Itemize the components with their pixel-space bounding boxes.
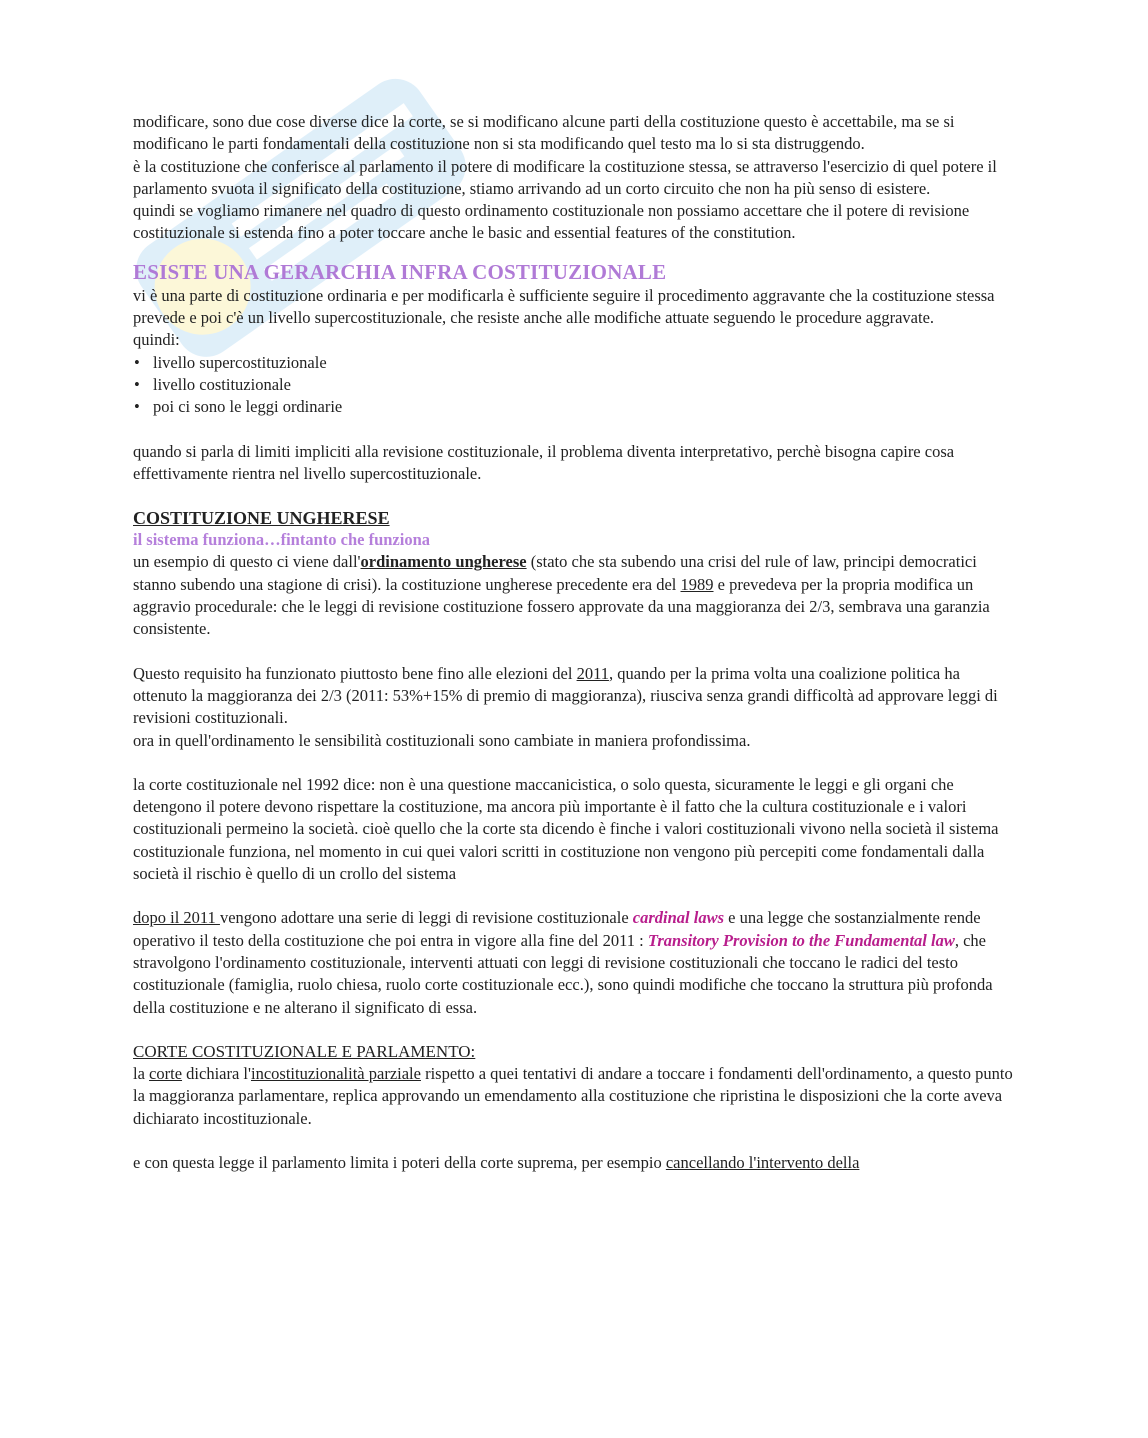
text-run-underline: 2011 <box>576 663 609 683</box>
text-run: e una legge che sostanzialmente rende operativo il testo della costituzione che poi entra in vigore alla fine del 2011 : <box>133 908 981 950</box>
paragraph <box>133 551 1018 640</box>
paragraph <box>133 663 1018 730</box>
text-run-underline: cancellando l'intervento della <box>665 1152 860 1172</box>
text-run: Questo requisito ha funzionato piuttosto bene fino alle elezioni del <box>133 663 577 683</box>
text-run: dichiara l' <box>182 1064 251 1084</box>
section-heading-ungherese: COSTITUZIONE UNGHERESE <box>133 508 390 529</box>
paragraph <box>133 907 1018 1018</box>
text-run: rispetto a quei tentativi di andare a toccare i fondamenti dell'ordinamento, a questo punto la maggioranza parlamentare, replica approvando un emendamento alla costituzione che ripristina le disposizioni che la corte aveva dichiarato incostituzionale. <box>133 1064 1013 1128</box>
paragraph: quindi: <box>133 330 180 350</box>
list-item: • livello supercostituzionale <box>133 352 1018 374</box>
text-run-underline: incostituzionalità parziale <box>250 1064 421 1084</box>
text-run-bold-underline: ordinamento ungherese <box>360 552 527 572</box>
paragraph <box>133 1063 1018 1130</box>
text-run: , che stravolgono l'ordinamento costituzionale, interventi attuati con leggi di revisione costituzionali che toccano le radici del testo costituzionale (famiglia, ruolo chiesa, ruolo corte costituzionale ecc.), sono quindi modifiche che toccano la struttura più profonda della costituzione e ne alterano il significato di essa. <box>133 930 993 1017</box>
text-run-underline: corte <box>149 1064 183 1084</box>
section-heading-corte: CORTE COSTITUZIONALE E PARLAMENTO: <box>133 1041 476 1061</box>
page-content <box>133 111 1018 1174</box>
text-run: e prevedeva per la propria modifica un aggravio procedurale: che le leggi di revisione costituzione fossero approvate da una maggioranza dei 2/3, sembrava una garanzia consistente. <box>133 574 990 639</box>
paragraph: modificare, sono due cose diverse dice la corte, se si modificano alcune parti della costituzione questo è accettabile, ma se si modificano le parti fondamentali della costituzione non si sta modificando quel testo ma lo si sta distruggendo. <box>133 112 955 154</box>
text-run-underline: 1989 <box>680 574 714 594</box>
text-run-emphasis: Transitory Provision to the Fundamental law <box>647 930 955 950</box>
text-run: , quando per la prima volta una coalizione politica ha ottenuto la maggioranza dei 2/3 (2011: 53%+15% di premio di maggioranza), riusciva senza grandi difficoltà ad approvare leggi di revisioni costituzionali. <box>133 663 998 728</box>
paragraph: la corte costituzionale nel 1992 dice: non è una questione maccanicistica, o solo questa, sicuramente le leggi e gli organi che detengono il potere devono rispettare la costituzione, ma ancora più importante è il fatto che la cultura costituzionale e i valori costituzionali permeino la società. cioè quello che la corte sta dicendo è finche i valori costituzionali vivono nella società il sistema costituzionale funziona, nel momento in cui quei valori scritti in costituzione non vengono più percepiti come fondamentali dalla società il rischio è quello di un crollo del sistema <box>133 774 999 884</box>
paragraph: quindi se vogliamo rimanere nel quadro di questo ordinamento costituzionale non possiamo accettare che il potere di revisione costituzionale si estenda fino a poter toccare anche le basic and essential features of the constitution. <box>133 201 970 243</box>
bullet-list <box>133 352 1018 419</box>
subheading-sistema: il sistema funziona…fintanto che funziona <box>133 530 431 550</box>
paragraph: vi è una parte di costituzione ordinaria e per modificarla è sufficiente seguire il procedimento aggravante che la costituzione stessa prevede e poi c'è un livello supercostituzionale, che resiste anche alle modifiche attuate seguendo le procedure aggravate. <box>133 285 995 328</box>
list-item: • poi ci sono le leggi ordinarie <box>133 396 1018 418</box>
text-run: la <box>133 1064 150 1084</box>
text-run: un esempio di questo ci viene dall' <box>133 552 361 572</box>
text-run: (stato che sta subendo una crisi del rule of law, principi democratici stanno subendo una stagione di crisi). la costituzione ungherese precedente era del <box>133 552 977 594</box>
section-heading-gerarchia: ESISTE UNA GERARCHIA INFRA COSTITUZIONALE <box>133 259 667 284</box>
text-run: e con questa legge il parlamento limita i poteri della corte suprema, per esempio <box>133 1152 666 1172</box>
text-run: vengono adottare una serie di leggi di revisione costituzionale <box>219 908 633 928</box>
paragraph <box>133 1152 1018 1174</box>
paragraph: è la costituzione che conferisce al parlamento il potere di modificare la costituzione stessa, se attraverso l'esercizio di quel potere il parlamento svuota il significato della costituzione, stiamo arrivando ad un corto circuito che non ha più senso di esistere. <box>133 156 997 198</box>
paragraph: ora in quell'ordinamento le sensibilità costituzionali sono cambiate in maniera profondissima. <box>133 730 751 750</box>
list-item: • livello costituzionale <box>133 374 1018 396</box>
text-run-emphasis: cardinal laws <box>632 908 725 928</box>
text-run-underline: dopo il 2011 <box>133 908 220 928</box>
paragraph: quando si parla di limiti impliciti alla revisione costituzionale, il problema diventa interpretativo, perchè bisogna capire cosa effettivamente rientra nel livello supercostituzionale. <box>133 441 955 483</box>
